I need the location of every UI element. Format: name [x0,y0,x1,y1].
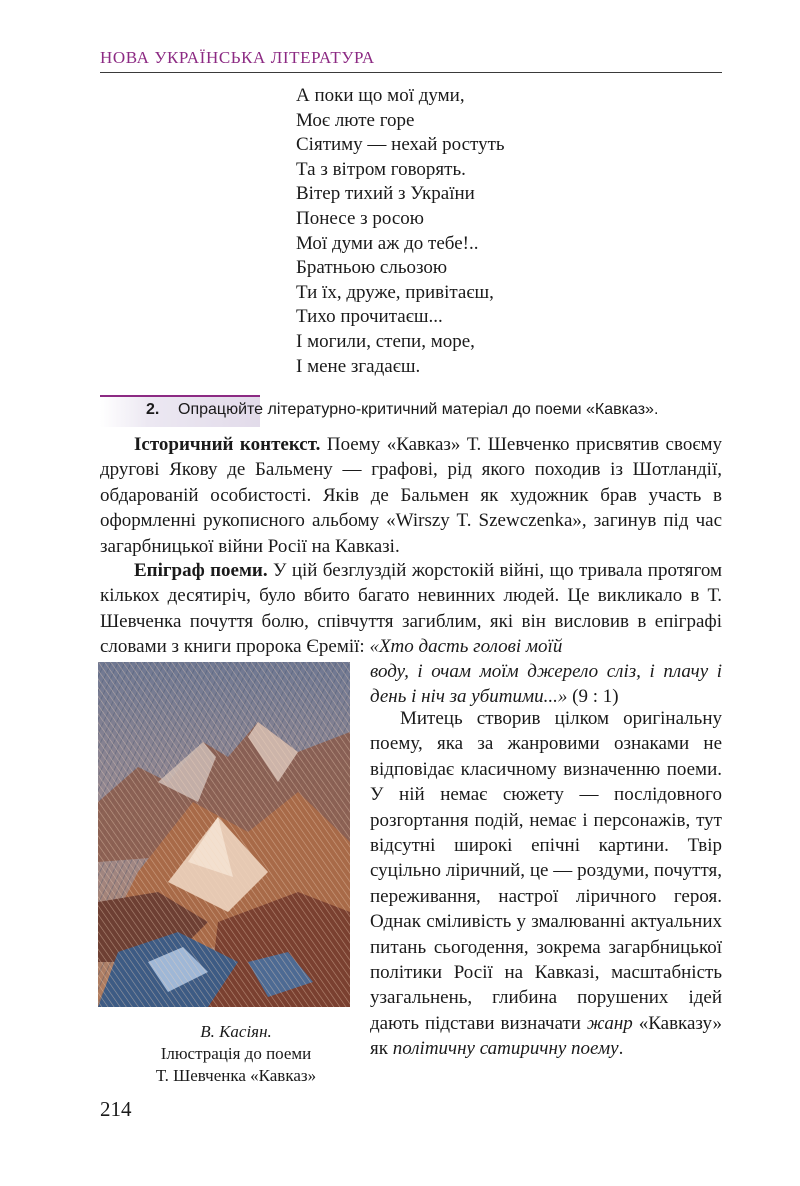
paragraph-historical-context [100,432,722,559]
poem-line: І мене згадаєш. [296,355,421,377]
poem-line: Моє люте горе [296,109,415,131]
paragraph-end: . [618,1038,624,1060]
page-number: 214 [100,1097,132,1121]
caption-line: Ілюстрація до поеми [160,1044,312,1063]
epigraph-quote-start: «Хто дасть голові моїй [369,636,563,658]
poem-line: Сіятиму — нехай ростуть [296,134,505,156]
paragraph-heading: Епіграф поеми. [134,560,268,581]
poem-line: Та з вітром говорять. [296,158,466,180]
poem-excerpt [296,84,505,379]
running-header [100,48,722,73]
paragraph-epigraph [100,558,722,660]
caption-line: Т. Шевченка «Кавказ» [155,1066,317,1085]
caucasus-painting [98,662,350,1007]
poem-line: Тихо прочитаєш... [296,306,443,328]
poem-line: І могили, степи, море, [296,330,475,352]
paragraph-body: «Кавказу» як [370,1012,722,1060]
paragraph-body: Митець створив цілком оригінальну поему, яка за жанровими ознаками не відповідає класичному визначенню поеми. У ній немає сюжету — послідовного розгортання подій, немає і персонажів, тут відсутні широкі епічні картини. Твір суцільно ліричний, це — роздуми, почуття, переживання, настрої ліричного героя. Однак сміливість у змалюванні актуальних питань сьогодення, зокрема загарбницької політики Росії на Кавказі, масштабність узагальнень, глибина порушених ідей дають підстави визначати [370,708,722,1034]
paragraph-body: Поему «Кавказ» Т. Шевченко присвятив своєму другові Якову де Бальмену — графові, рід якого походив із Шотландії, обдарованій особистості. Яків де Бальмен як художник брав участь в оформленні рукописного альбому «Wirszy T. Szewczenka», загинув під час загарбницької війни Росії на Кавказі. [100,434,723,557]
poem-line: Понесе з росою [296,207,424,229]
task-instruction: Опрацюйте літературно-критичний матеріал до поеми «Кавказ». [178,401,659,418]
illustration-caption [98,1021,374,1087]
poem-line: Ти їх, друже, привітаєш, [296,281,494,303]
illustration-image [98,662,350,1007]
genre-definition: політичну сатиричну поему [392,1038,619,1060]
epigraph-quote-continued [370,659,722,710]
epigraph-reference: (9 : 1) [567,686,619,708]
paragraph-body: У цій безглуздій жорстокій війні, що тривала протягом кількох десятиріч, було вбито багато невинних людей. Це викликало в Т. Шевченка почуття болю, співчуття загиблим, які він висловив в епіграфі словами з книги пророка Єремії: [100,560,723,658]
header-title: НОВА УКРАЇНСЬКА ЛІТЕРАТУРА [100,48,375,67]
poem-line: Братньою сльозою [296,257,448,279]
poem-line: А поки що мої думи, [296,85,465,106]
genre-term: жанр [586,1012,633,1034]
poem-line: Вітер тихий з України [296,183,475,205]
paragraph-heading: Історичний контекст. [134,434,321,455]
caption-author: В. Касіян. [200,1022,272,1041]
task-number: 2. [146,401,160,418]
poem-line: Мої думи аж до тебе!.. [296,232,479,254]
paragraph-genre [370,706,722,1062]
epigraph-quote-end: воду, і очам моїм джерело сліз, і плачу і день і ніч за убитими...» [370,661,722,708]
